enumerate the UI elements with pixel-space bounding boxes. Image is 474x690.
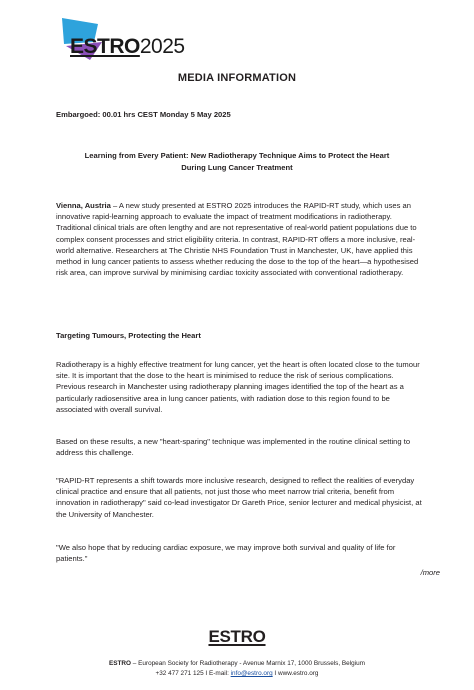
footer-contact [0, 669, 474, 678]
footer-org: ESTRO [109, 660, 132, 667]
paragraph-1: Radiotherapy is a highly effective treatment for lung cancer, yet the heart is often located close to the tumour site. It is important that the dose to the heart is minimised to reduce the risk of serious complications. Previous research in Manchester using radiotherapy planning images identified the top of the heart as a particularly radiosensitive area in lung cancer patients, with radiation dose to this region found to be associated with overall survival. [56, 360, 420, 414]
intro-body: – A new study presented at ESTRO 2025 introduces the RAPID-RT study, which uses an innovative rapid-learning approach to evaluate the impact of treatment modifications in radiotherapy. Traditional clinical trials are often lengthy and are not representative of real-world patient populations due to complex consent processes and strict eligibility criteria. In contrast, RAPID-RT offers a more inclusive, real-world alternative. Researchers at The Christie NHS Foundation Trust in Manchester, UK, have applied this method in lung cancer patients to assess whether reducing the dose to the top of the heart—a hypothesised risk area, can improve survival by minimising cardiac toxicity associated with conventional radiotherapy. [56, 201, 419, 278]
footer-logo [0, 627, 474, 647]
embargo-notice: Embargoed: 00.01 hrs CEST Monday 5 May 2025 [56, 110, 231, 119]
footer-address-text: – European Society for Radiotherapy - Avenue Marnix 17, 1000 Brussels, Belgium [131, 660, 365, 667]
paragraph-3: "RAPID-RT represents a shift towards more inclusive research, designed to reflect the realities of everyday clinical practice and ensure that all patients, not just those who meet narrow trial criteria, benefit from innovation in radiotherapy" said co-lead investigator Dr Gareth Price, senior lecturer and medical physicist, at the University of Manchester. [56, 476, 422, 519]
section-title: Targeting Tumours, Protecting the Heart [56, 331, 201, 340]
footer-phone: +32 477 271 125 I E-mail: [155, 670, 231, 677]
footer-address [0, 659, 474, 668]
paragraph-4: "We also hope that by reducing cardiac exposure, we may improve both survival and quality of life for patients." [56, 543, 396, 564]
title-line-2: During Lung Cancer Treatment [181, 163, 293, 172]
footer-email-link[interactable]: info@estro.org [230, 670, 273, 677]
footer-logo-text: ESTRO [208, 627, 266, 646]
dateline: Vienna, Austria [56, 201, 111, 210]
page-heading: MEDIA INFORMATION [177, 72, 297, 84]
logo-year: 2025 [139, 35, 185, 58]
intro-paragraph [56, 200, 424, 278]
title-line-1: Learning from Every Patient: New Radiotherapy Technique Aims to Protect the Heart [84, 151, 390, 160]
logo-org: ESTRO [70, 35, 140, 58]
footer-web: I www.estro.org [272, 670, 319, 677]
logo-wordmark [70, 36, 185, 57]
estro-2025-logo [56, 16, 186, 64]
paragraph-2: Based on these results, a new "heart-sparing" technique was implemented in the routine clinical setting to address this challenge. [56, 437, 411, 458]
more-indicator: /more [420, 568, 440, 577]
press-release-title [56, 150, 418, 174]
